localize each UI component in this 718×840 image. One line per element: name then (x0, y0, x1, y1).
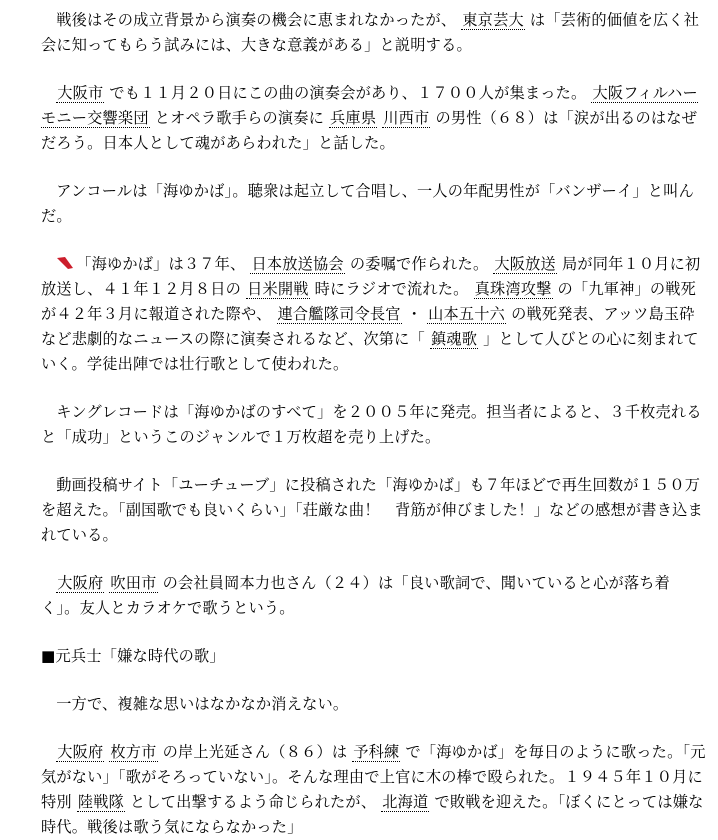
text-segment: の委嘱で作られた。 (344, 255, 494, 273)
text-segment: ・ (401, 305, 428, 323)
section-heading (41, 644, 708, 669)
text-segment: の岸上光延さん（８６）は (157, 743, 353, 761)
text-segment: アンコールは「海ゆかば」。聴衆は起立して合唱し、一人の年配男性が「バンザーイ」と叫んだ。 (41, 182, 694, 225)
article-paragraph (41, 571, 708, 621)
text-segment: は「芸術的価値を広く社会に知ってもらう試みには、大きな意義がある」と説明する。 (41, 11, 700, 54)
text-segment: の男性（６８）は「涙が出るのはなぜだろう。日本人として魂があらわれた」と話した。 (41, 109, 698, 152)
text-segment: 「海ゆかば」は３７年、 (76, 255, 251, 273)
article-paragraph (41, 692, 708, 717)
keyword-link[interactable]: 東京芸大 (462, 11, 524, 29)
keyword-link[interactable]: 大阪府 (57, 574, 104, 592)
keyword-link[interactable]: 日本放送協会 (251, 255, 344, 273)
keyword-link[interactable]: 山本五十六 (428, 305, 506, 323)
red-pen-marker-icon[interactable] (56, 256, 74, 270)
text-segment: 戦後はその成立背景から演奏の機会に恵まれなかったが、 (56, 11, 462, 29)
text-segment: で「海ゆかば」を毎日のように歌った。「元気がない」「歌がそろっていない」。そんな理由で上官に木の棒で殴られた。１９４５年１０月に特別 (41, 743, 706, 811)
text-segment: 一方で、複雑な思いはなかなか消えない。 (56, 695, 349, 713)
keyword-link[interactable]: 陸戦隊 (77, 793, 124, 811)
article-paragraph (41, 81, 708, 156)
text-segment: として出撃するよう命じられたが、 (124, 793, 382, 811)
keyword-link[interactable]: 大阪フィルハーモニー交響楽団 (41, 84, 698, 127)
text-segment: キングレコードは「海ゆかばのすべて」を２００５年に発売。担当者によると、３千枚売れると「成功」というこのジャンルで１万枚超を売り上げた。 (41, 403, 702, 446)
keyword-link[interactable]: 大阪府 (57, 743, 104, 761)
keyword-link[interactable]: 予科練 (353, 743, 400, 761)
keyword-link[interactable]: 大阪市 (57, 84, 104, 102)
keyword-link[interactable]: 川西市 (383, 109, 430, 127)
keyword-link[interactable]: 鎮魂歌 (430, 330, 478, 348)
text-segment: 時にラジオで流れた。 (309, 280, 474, 298)
article-paragraph (41, 400, 708, 450)
keyword-link[interactable]: 真珠湾攻撃 (474, 280, 552, 298)
text-segment: とオペラ歌手らの演奏に (149, 109, 330, 127)
article-paragraph (41, 740, 708, 840)
article-paragraph (41, 179, 708, 229)
keyword-link[interactable]: 北海道 (382, 793, 429, 811)
keyword-link[interactable]: 日米開戦 (247, 280, 309, 298)
article-paragraph (41, 252, 708, 377)
article-paragraph (41, 473, 708, 548)
text-segment: 動画投稿サイト「ユーチューブ」に投稿された「海ゆかば」も７年ほどで再生回数が１５０万を超えた。「副国歌でも良いくらい」「荘厳な曲！ 背筋が伸びました！」などの感想が書き込まれている。 (41, 476, 703, 544)
text-segment: でも１１月２０日にこの曲の演奏会があり、１７００人が集まった。 (104, 84, 592, 102)
text-segment: の「九軍神」の戦死が４２年３月に報道された際や、 (41, 280, 697, 323)
keyword-link[interactable]: 枚方市 (110, 743, 157, 761)
keyword-link[interactable]: 兵庫県 (330, 109, 377, 127)
text-segment: の戦死発表、アッツ島玉砕など悲劇的なニュースの際に演奏されるなど、次第に「 (41, 305, 695, 348)
keyword-link[interactable]: 大阪放送 (494, 255, 556, 273)
keyword-link[interactable]: 吹田市 (110, 574, 157, 592)
keyword-link[interactable]: 連合艦隊司令長官 (277, 305, 401, 323)
text-segment: 局が同年１０月に初放送し、４１年１２月８日の (41, 255, 701, 298)
text-segment: 」として人びとの心に刻まれていく。学徒出陣では壮行歌として使われた。 (41, 330, 699, 373)
article-paragraph (41, 8, 708, 58)
text-segment: の会社員岡本力也さん（２４）は「良い歌詞で、聞いていると心が落ち着く」。友人とカラオケで歌うという。 (41, 574, 671, 617)
text-segment: ■元兵士「嫌な時代の歌」 (41, 647, 225, 665)
text-segment: で敗戦を迎えた。「ぼくにとっては嫌な時代。戦後は歌う気にならなかった」 (41, 793, 704, 836)
